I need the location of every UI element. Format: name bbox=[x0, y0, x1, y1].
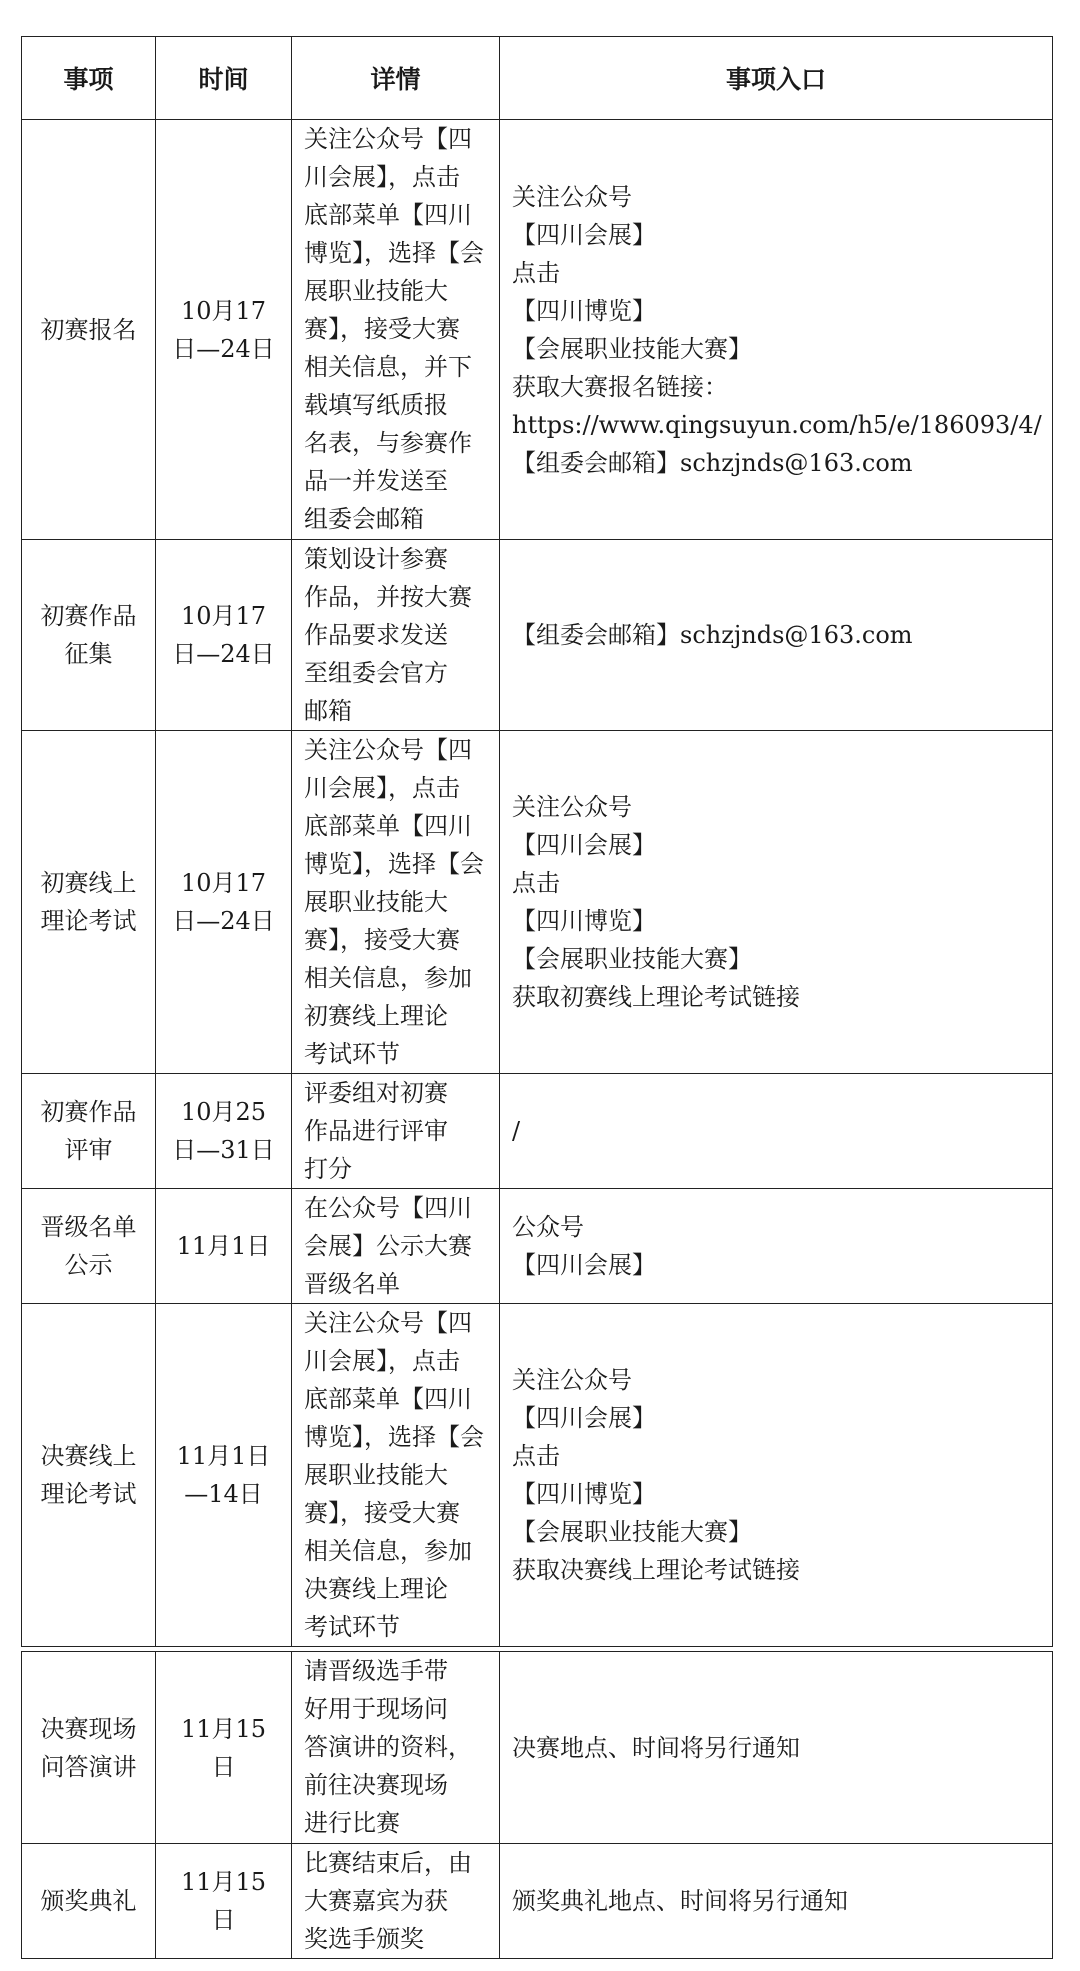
row-item: 初赛作品 征集 bbox=[22, 540, 156, 731]
row-entry: / bbox=[500, 1074, 1053, 1189]
table-row bbox=[22, 1074, 1053, 1189]
row-item: 晋级名单 公示 bbox=[22, 1189, 156, 1304]
table-row bbox=[22, 540, 1053, 731]
row-time: 11月1日 —14日 bbox=[156, 1304, 292, 1647]
row-detail: 关注公众号【四 川会展】，点击 底部菜单【四川 博览】，选择【会 展职业技能大 赛】，接受大赛 相关信息，参加 初赛线上理论 考试环节 bbox=[292, 731, 500, 1074]
row-detail: 关注公众号【四 川会展】，点击 底部菜单【四川 博览】，选择【会 展职业技能大 赛】，接受大赛 相关信息，参加 决赛线上理论 考试环节 bbox=[292, 1304, 500, 1647]
header-time: 时间 bbox=[156, 37, 292, 120]
row-time: 10月17 日—24日 bbox=[156, 120, 292, 540]
row-item: 颁奖典礼 bbox=[22, 1844, 156, 1959]
row-entry: 关注公众号 【四川会展】 点击 【四川博览】 【会展职业技能大赛】 获取大赛报名链接： https://www.qingsuyun.com/h5/e/186093/4/ 【组委会邮箱】schzjnds@163.com bbox=[500, 120, 1053, 540]
table-row bbox=[22, 1652, 1053, 1844]
table-row bbox=[22, 1189, 1053, 1304]
row-item: 初赛线上 理论考试 bbox=[22, 731, 156, 1074]
row-detail: 策划设计参赛 作品，并按大赛 作品要求发送 至组委会官方 邮箱 bbox=[292, 540, 500, 731]
row-detail: 评委组对初赛 作品进行评审 打分 bbox=[292, 1074, 500, 1189]
header-item: 事项 bbox=[22, 37, 156, 120]
row-entry: 颁奖典礼地点、时间将另行通知 bbox=[500, 1844, 1053, 1959]
row-entry: 决赛地点、时间将另行通知 bbox=[500, 1652, 1053, 1844]
table-row bbox=[22, 1844, 1053, 1959]
row-time: 10月17 日—24日 bbox=[156, 540, 292, 731]
row-item: 决赛线上 理论考试 bbox=[22, 1304, 156, 1647]
row-time: 11月15 日 bbox=[156, 1844, 292, 1959]
row-entry: 公众号 【四川会展】 bbox=[500, 1189, 1053, 1304]
row-entry: 关注公众号 【四川会展】 点击 【四川博览】 【会展职业技能大赛】 获取初赛线上理论考试链接 bbox=[500, 731, 1053, 1074]
schedule-table bbox=[21, 36, 1053, 1959]
row-time: 11月15 日 bbox=[156, 1652, 292, 1844]
table-row bbox=[22, 731, 1053, 1074]
row-detail: 在公众号【四川 会展】公示大赛 晋级名单 bbox=[292, 1189, 500, 1304]
row-item: 初赛作品 评审 bbox=[22, 1074, 156, 1189]
row-entry: 【组委会邮箱】schzjnds@163.com bbox=[500, 540, 1053, 731]
table-row bbox=[22, 1304, 1053, 1647]
row-item: 决赛现场 问答演讲 bbox=[22, 1652, 156, 1844]
row-detail: 请晋级选手带 好用于现场问 答演讲的资料， 前往决赛现场 进行比赛 bbox=[292, 1652, 500, 1844]
table-row bbox=[22, 120, 1053, 540]
header-entry: 事项入口 bbox=[500, 37, 1053, 120]
row-time: 11月1日 bbox=[156, 1189, 292, 1304]
row-time: 10月17 日—24日 bbox=[156, 731, 292, 1074]
row-detail: 比赛结束后，由 大赛嘉宾为获 奖选手颁奖 bbox=[292, 1844, 500, 1959]
table-header-row bbox=[22, 37, 1053, 120]
row-time: 10月25 日—31日 bbox=[156, 1074, 292, 1189]
row-item: 初赛报名 bbox=[22, 120, 156, 540]
header-detail: 详情 bbox=[292, 37, 500, 120]
row-detail: 关注公众号【四 川会展】，点击 底部菜单【四川 博览】，选择【会 展职业技能大 赛】，接受大赛 相关信息，并下 载填写纸质报 名表，与参赛作 品一并发送至 组委会邮箱 bbox=[292, 120, 500, 540]
row-entry: 关注公众号 【四川会展】 点击 【四川博览】 【会展职业技能大赛】 获取决赛线上理论考试链接 bbox=[500, 1304, 1053, 1647]
